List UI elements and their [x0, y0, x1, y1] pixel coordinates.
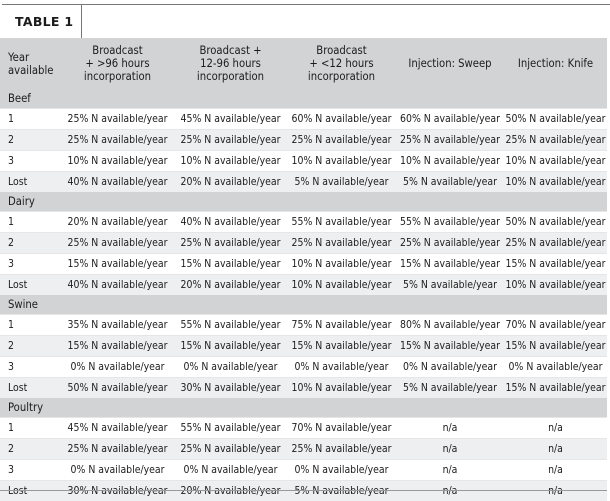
group-row	[0, 295, 607, 315]
year-cell: Lost	[0, 481, 61, 501]
value-cell: 25% N available/year	[504, 233, 607, 254]
value-cell: 45% N available/year	[61, 418, 174, 439]
group-label: Swine	[0, 295, 607, 315]
header-broadcast-12-96: Broadcast + 12-96 hours incorporation	[174, 38, 287, 89]
header-year-available: Year available	[0, 38, 61, 89]
year-cell: 1	[0, 315, 61, 336]
title-rule	[82, 4, 610, 5]
value-cell: 0% N available/year	[287, 460, 396, 481]
year-cell: 3	[0, 460, 61, 481]
value-cell: 0% N available/year	[396, 357, 504, 378]
value-cell: 25% N available/year	[396, 130, 504, 151]
value-cell: 15% N available/year	[61, 336, 174, 357]
value-cell: 50% N available/year	[504, 109, 607, 130]
value-cell: 0% N available/year	[174, 460, 287, 481]
value-cell: 25% N available/year	[174, 130, 287, 151]
value-cell: 0% N available/year	[174, 357, 287, 378]
value-cell: 0% N available/year	[504, 357, 607, 378]
value-cell: 25% N available/year	[61, 233, 174, 254]
year-cell: Lost	[0, 275, 61, 296]
year-cell: Lost	[0, 378, 61, 399]
value-cell: 20% N available/year	[174, 275, 287, 296]
value-cell: 50% N available/year	[61, 378, 174, 399]
header-row	[0, 38, 607, 89]
table-row	[0, 378, 607, 399]
year-cell: 1	[0, 212, 61, 233]
value-cell: 60% N available/year	[396, 109, 504, 130]
table-row	[0, 315, 607, 336]
value-cell: 15% N available/year	[61, 254, 174, 275]
value-cell: 25% N available/year	[174, 439, 287, 460]
value-cell: 75% N available/year	[287, 315, 396, 336]
value-cell: n/a	[396, 439, 504, 460]
header-broadcast-under12: Broadcast + <12 hours incorporation	[287, 38, 396, 89]
value-cell: 40% N available/year	[174, 212, 287, 233]
value-cell: 15% N available/year	[396, 254, 504, 275]
value-cell: n/a	[396, 460, 504, 481]
value-cell: 20% N available/year	[61, 212, 174, 233]
year-cell: 1	[0, 109, 61, 130]
value-cell: 0% N available/year	[61, 460, 174, 481]
value-cell: 10% N available/year	[287, 254, 396, 275]
value-cell: 15% N available/year	[504, 254, 607, 275]
group-label: Dairy	[0, 192, 607, 212]
value-cell: 30% N available/year	[174, 378, 287, 399]
year-cell: 3	[0, 254, 61, 275]
value-cell: 15% N available/year	[287, 336, 396, 357]
value-cell: 0% N available/year	[287, 357, 396, 378]
group-label: Poultry	[0, 398, 607, 418]
value-cell: 10% N available/year	[287, 378, 396, 399]
table-row	[0, 130, 607, 151]
group-row	[0, 398, 607, 418]
value-cell: 25% N available/year	[61, 130, 174, 151]
table-row	[0, 460, 607, 481]
value-cell: 5% N available/year	[396, 378, 504, 399]
value-cell: 15% N available/year	[174, 254, 287, 275]
title-row	[0, 0, 610, 38]
table-row	[0, 212, 607, 233]
table-row	[0, 357, 607, 378]
value-cell: n/a	[504, 460, 607, 481]
table-row	[0, 439, 607, 460]
table-row	[0, 275, 607, 296]
value-cell: 15% N available/year	[504, 336, 607, 357]
table-row	[0, 151, 607, 172]
value-cell: 55% N available/year	[396, 212, 504, 233]
value-cell: 70% N available/year	[287, 418, 396, 439]
table-row	[0, 418, 607, 439]
value-cell: 25% N available/year	[287, 130, 396, 151]
value-cell: 0% N available/year	[61, 357, 174, 378]
value-cell: 10% N available/year	[287, 275, 396, 296]
table-row	[0, 109, 607, 130]
value-cell: 80% N available/year	[396, 315, 504, 336]
value-cell: 50% N available/year	[504, 212, 607, 233]
header-injection-sweep: Injection: Sweep	[396, 38, 504, 89]
value-cell: 10% N available/year	[504, 275, 607, 296]
value-cell: 35% N available/year	[61, 315, 174, 336]
year-cell: Lost	[0, 172, 61, 193]
value-cell: 10% N available/year	[174, 151, 287, 172]
value-cell: n/a	[504, 481, 607, 501]
value-cell: 25% N available/year	[504, 130, 607, 151]
group-label: Beef	[0, 89, 607, 109]
table-row	[0, 172, 607, 193]
value-cell: 25% N available/year	[61, 439, 174, 460]
value-cell: n/a	[504, 418, 607, 439]
value-cell: 5% N available/year	[396, 172, 504, 193]
table-row	[0, 233, 607, 254]
value-cell: n/a	[396, 481, 504, 501]
table-row	[0, 254, 607, 275]
value-cell: 10% N available/year	[396, 151, 504, 172]
value-cell: 15% N available/year	[174, 336, 287, 357]
value-cell: 30% N available/year	[61, 481, 174, 501]
value-cell: 55% N available/year	[174, 418, 287, 439]
value-cell: n/a	[504, 439, 607, 460]
value-cell: 40% N available/year	[61, 275, 174, 296]
year-cell: 2	[0, 439, 61, 460]
value-cell: 20% N available/year	[174, 481, 287, 501]
bottom-rule	[0, 490, 607, 491]
value-cell: 10% N available/year	[287, 151, 396, 172]
value-cell: 25% N available/year	[61, 109, 174, 130]
value-cell: n/a	[396, 418, 504, 439]
year-cell: 2	[0, 336, 61, 357]
value-cell: 25% N available/year	[287, 439, 396, 460]
value-cell: 15% N available/year	[396, 336, 504, 357]
year-cell: 3	[0, 151, 61, 172]
year-cell: 2	[0, 130, 61, 151]
value-cell: 55% N available/year	[174, 315, 287, 336]
table-body	[0, 89, 607, 501]
value-cell: 10% N available/year	[61, 151, 174, 172]
value-cell: 25% N available/year	[396, 233, 504, 254]
value-cell: 5% N available/year	[287, 481, 396, 501]
value-cell: 5% N available/year	[396, 275, 504, 296]
nitrogen-availability-table	[0, 38, 607, 501]
table-row	[0, 336, 607, 357]
table-title: TABLE 1	[2, 4, 82, 38]
year-cell: 1	[0, 418, 61, 439]
value-cell: 70% N available/year	[504, 315, 607, 336]
group-row	[0, 192, 607, 212]
value-cell: 20% N available/year	[174, 172, 287, 193]
group-row	[0, 89, 607, 109]
value-cell: 10% N available/year	[504, 172, 607, 193]
value-cell: 60% N available/year	[287, 109, 396, 130]
value-cell: 25% N available/year	[174, 233, 287, 254]
value-cell: 15% N available/year	[504, 378, 607, 399]
value-cell: 45% N available/year	[174, 109, 287, 130]
value-cell: 10% N available/year	[504, 151, 607, 172]
year-cell: 2	[0, 233, 61, 254]
value-cell: 40% N available/year	[61, 172, 174, 193]
table-header	[0, 38, 607, 89]
value-cell: 5% N available/year	[287, 172, 396, 193]
header-broadcast-96plus: Broadcast + >96 hours incorporation	[61, 38, 174, 89]
value-cell: 25% N available/year	[287, 233, 396, 254]
header-injection-knife: Injection: Knife	[504, 38, 607, 89]
value-cell: 55% N available/year	[287, 212, 396, 233]
year-cell: 3	[0, 357, 61, 378]
